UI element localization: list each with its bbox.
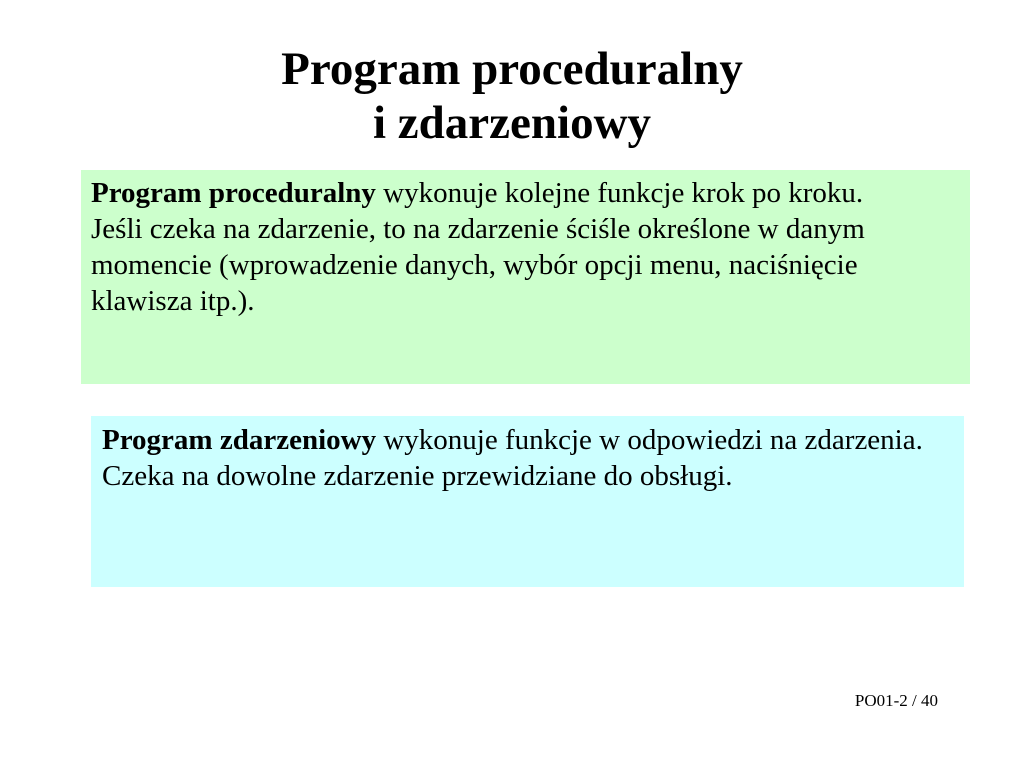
procedural-definition [91,175,960,211]
procedural-program-box [81,170,970,384]
procedural-definition-text: wykonuje kolejne funkcje krok po kroku. [375,177,864,209]
procedural-term: Program proceduralny [91,177,376,209]
slide-title [0,42,1024,150]
event-definition [102,422,953,458]
event-term: Program zdarzeniowy [102,424,377,456]
event-driven-program-box [91,416,964,587]
slide-title-line-2: i zdarzeniowy [372,97,652,149]
event-waiting-description: Czeka na dowolne zdarzenie przewidziane do obsługi. [102,460,733,492]
slide-title-line-1: Program proceduralny [281,43,743,95]
page-number: PO01-2 / 40 [854,691,938,710]
event-definition-text: wykonuje funkcje w odpowiedzi na zdarzenia. [376,424,923,456]
procedural-waiting-description: Jeśli czeka na zdarzenie, to na zdarzenie ściśle określone w danym momencie (wprowadzenie danych, wybór opcji menu, naciśnięcie klawisza itp.). [91,213,865,317]
